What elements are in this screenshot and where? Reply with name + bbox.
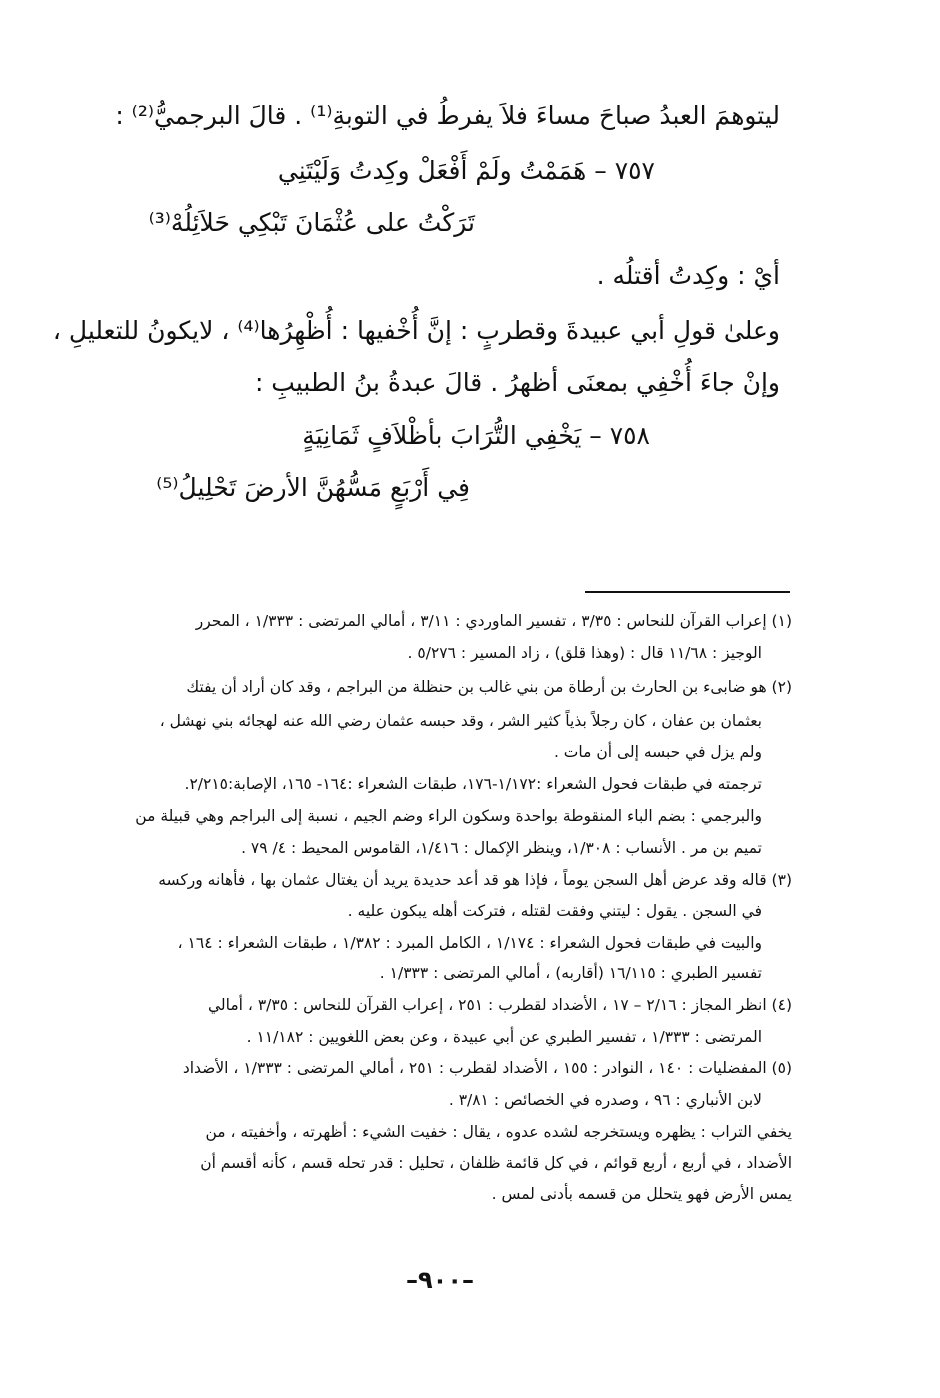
footnote-line: يخفي التراب : يظهره ويستخرجه لشده عدوه ، يقال : خفيت الشيء : أظهرته ، وأخفيته ، من <box>205 1123 792 1141</box>
main-line-4: أيْ : وكِدتُ أقتلُه . <box>596 261 780 290</box>
main-line-1: ليتوهمَ العبدُ صباحَ مساءَ فلاَ يفرطُ في التوبةِ⁽¹⁾ . قالَ البرجميُّ⁽²⁾ : <box>115 101 780 130</box>
verse-757-second-hemistich: تَرَكْتُ على عُثْمَانَ تَبْكِي حَلاَئِلُهْ⁽³⁾ <box>148 208 475 237</box>
footnote-line: تفسير الطبري : ١٦/١١٥ (أقاربه) ، أمالي المرتضى : ١/٣٣٣ . <box>379 964 762 982</box>
main-line-5: وعلىٰ قولِ أبي عبيدةَ وقطربٍ : إنَّ أُخْفيها : أُظْهِرُها⁽⁴⁾ ، لايكونُ للتعليلِ ، <box>52 316 780 345</box>
footnote-line: (١) إعراب القرآن للنحاس : ٣/٣٥ ، تفسير الماوردي : ٣/١١ ، أمالي المرتضى : ١/٣٣٣ ، المحرر <box>195 612 792 630</box>
footnote-line: تميم بن مر . الأنساب : ١/٣٠٨، وينظر الإكمال : ١/٤١٦، القاموس المحيط : ٤/ ٧٩ . <box>241 839 762 857</box>
footnote-line: الوجيز : ١١/٦٨ قال : (وهذا قلق) ، زاد المسير : ٥/٢٧٦ . <box>407 644 762 662</box>
footnote-line: والبرجمي : بضم الباء المنقوطة بواحدة وسكون الراء وضم الجيم ، نسبة إلى البراجم وهي قبيلة من <box>135 807 762 825</box>
footnote-line: (٣) قاله وقد عرض أهل السجن يوماً ، فإذا هو قد أعد حديدة يريد أن يغتال عثمان بها ، فأهانه وركسه <box>158 871 792 889</box>
main-line-6: وإنْ جاءَ أُخْفِي بمعنَى أظهرُ . قالَ عبدةُ بنُ الطبيبِ : <box>254 368 780 397</box>
footnote-line: لابن الأنباري : ٩٦ ، وصدره في الخصائص : ٣/٨١ . <box>448 1091 762 1109</box>
footnote-line: في السجن . يقول : ليتني وفقت لقتله ، فتركت أهله يبكون عليه . <box>347 902 762 920</box>
footnote-line: والبيت في طبقات فحول الشعراء : ١/١٧٤ ، الكامل المبرد : ١/٣٨٢ ، طبقات الشعراء : ١٦٤ ، <box>177 934 762 952</box>
verse-757-first-hemistich: ٧٥٧ – هَمَمْتُ ولَمْ أَفْعَلْ وكِدتُ وَلَيْتَنِي <box>277 156 655 185</box>
footnote-line: ولم يزل في حبسه إلى أن مات . <box>553 743 762 761</box>
footnote-line: يمس الأرض فهو يتحلل من قسمه بأدنى لمس . <box>491 1185 792 1203</box>
verse-758-first-hemistich: ٧٥٨ – يَخْفِي التُّرَابَ بأظْلاَفٍ ثَمَانِيَةٍ <box>302 421 650 450</box>
footnote-line: ترجمته في طبقات فحول الشعراء :١/١٧٢-١٧٦، طبقات الشعراء :١٦٤- ١٦٥، الإصابة:٢/٢١٥. <box>184 775 762 793</box>
footnote-separator <box>585 591 790 593</box>
page-number: –٩٠٠– <box>406 1266 474 1294</box>
footnote-line: (٤) انظر المجاز : ٢/١٦ – ١٧ ، الأضداد لقطرب : ٢٥١ ، إعراب القرآن للنحاس : ٣/٣٥ ، أمالي <box>208 996 792 1014</box>
footnote-line: المرتضى : ١/٣٣٣ ، تفسير الطبري عن أبي عبيدة ، وعن بعض اللغويين : ١١/١٨٢ . <box>246 1028 762 1046</box>
footnote-line: بعثمان بن عفان ، كان رجلاً بذياً كثير الشر ، وقد حبسه عثمان رضي الله عنه لهجائه بني نهشل ، <box>159 712 762 730</box>
verse-758-second-hemistich: فِي أَرْبَعٍ مَسُّهُنَّ الأرضَ تَحْلِيلُ⁽⁵⁾ <box>156 473 470 502</box>
footnote-line: (٥) المفضليات : ١٤٠ ، النوادر : ١٥٥ ، الأضداد لقطرب : ٢٥١ ، أمالي المرتضى : ١/٣٣٣ ، الأضداد <box>182 1059 792 1077</box>
footnote-line: الأضداد ، في أربع ، أربع قوائم ، في كل قائمة ظلفان ، تحليل : قدر تحله قسم ، كأنه أقسم أن <box>200 1154 792 1172</box>
footnote-line: (٢) هو ضابىء بن الحارث بن أرطاة من بني غالب بن حنظلة من البراجم ، وقد كان أراد أن يفتك <box>186 678 792 696</box>
